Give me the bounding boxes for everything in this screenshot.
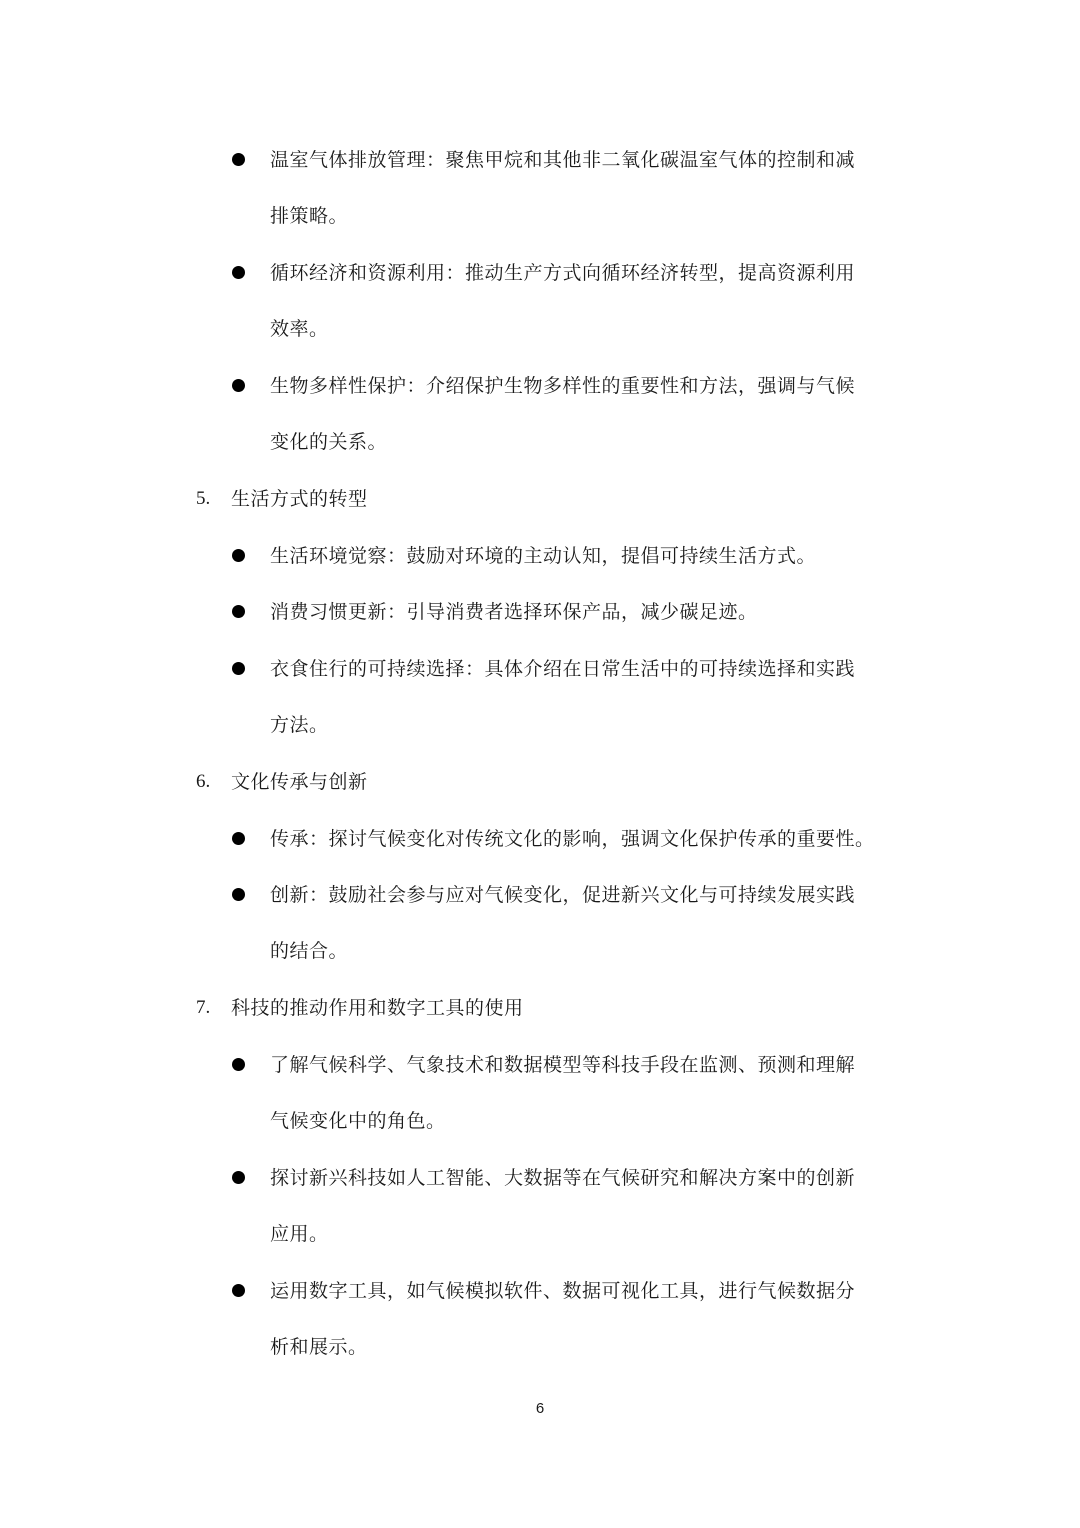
bullet-text-line: 生活环境觉察：鼓励对环境的主动认知，提倡可持续生活方式。	[270, 545, 817, 567]
bullet-icon	[232, 888, 245, 901]
bullet-icon	[232, 1058, 245, 1071]
section-number: 5.	[196, 488, 211, 509]
bullet-text-line: 衣食住行的可持续选择：具体介绍在日常生活中的可持续选择和实践	[270, 658, 856, 680]
section-title: 文化传承与创新	[231, 771, 368, 793]
bullet-text-line: 气候变化中的角色。	[270, 1110, 446, 1132]
bullet-icon	[232, 605, 245, 618]
bullet-icon	[232, 266, 245, 279]
page-number: 6	[535, 1400, 545, 1417]
bullet-text-line: 的结合。	[270, 940, 349, 962]
section-title: 生活方式的转型	[231, 488, 368, 510]
bullet-text-line: 排策略。	[270, 205, 349, 227]
section-title: 科技的推动作用和数字工具的使用	[231, 997, 524, 1019]
bullet-icon	[232, 832, 245, 845]
bullet-text-line: 传承：探讨气候变化对传统文化的影响，强调文化保护传承的重要性。	[270, 828, 875, 850]
bullet-text-line: 生物多样性保护：介绍保护生物多样性的重要性和方法，强调与气候	[270, 375, 856, 397]
section-number: 6.	[196, 771, 211, 792]
bullet-text-line: 温室气体排放管理：聚焦甲烷和其他非二氧化碳温室气体的控制和减	[270, 149, 856, 171]
bullet-text-line: 了解气候科学、气象技术和数据模型等科技手段在监测、预测和理解	[270, 1054, 856, 1076]
bullet-text-line: 应用。	[270, 1223, 329, 1245]
bullet-text-line: 探讨新兴科技如人工智能、大数据等在气候研究和解决方案中的创新	[270, 1167, 856, 1189]
bullet-icon	[232, 379, 245, 392]
bullet-icon	[232, 153, 245, 166]
bullet-text-line: 变化的关系。	[270, 431, 388, 453]
bullet-text-line: 运用数字工具，如气候模拟软件、数据可视化工具，进行气候数据分	[270, 1280, 856, 1302]
bullet-icon	[232, 1284, 245, 1297]
bullet-text-line: 效率。	[270, 318, 329, 340]
bullet-text-line: 消费习惯更新：引导消费者选择环保产品，减少碳足迹。	[270, 601, 758, 623]
bullet-text-line: 创新：鼓励社会参与应对气候变化，促进新兴文化与可持续发展实践	[270, 884, 856, 906]
bullet-text-line: 析和展示。	[270, 1336, 368, 1358]
section-number: 7.	[196, 997, 211, 1018]
bullet-icon	[232, 1171, 245, 1184]
bullet-text-line: 循环经济和资源利用：推动生产方式向循环经济转型，提高资源利用	[270, 262, 856, 284]
bullet-text-line: 方法。	[270, 714, 329, 736]
bullet-icon	[232, 662, 245, 675]
bullet-icon	[232, 549, 245, 562]
